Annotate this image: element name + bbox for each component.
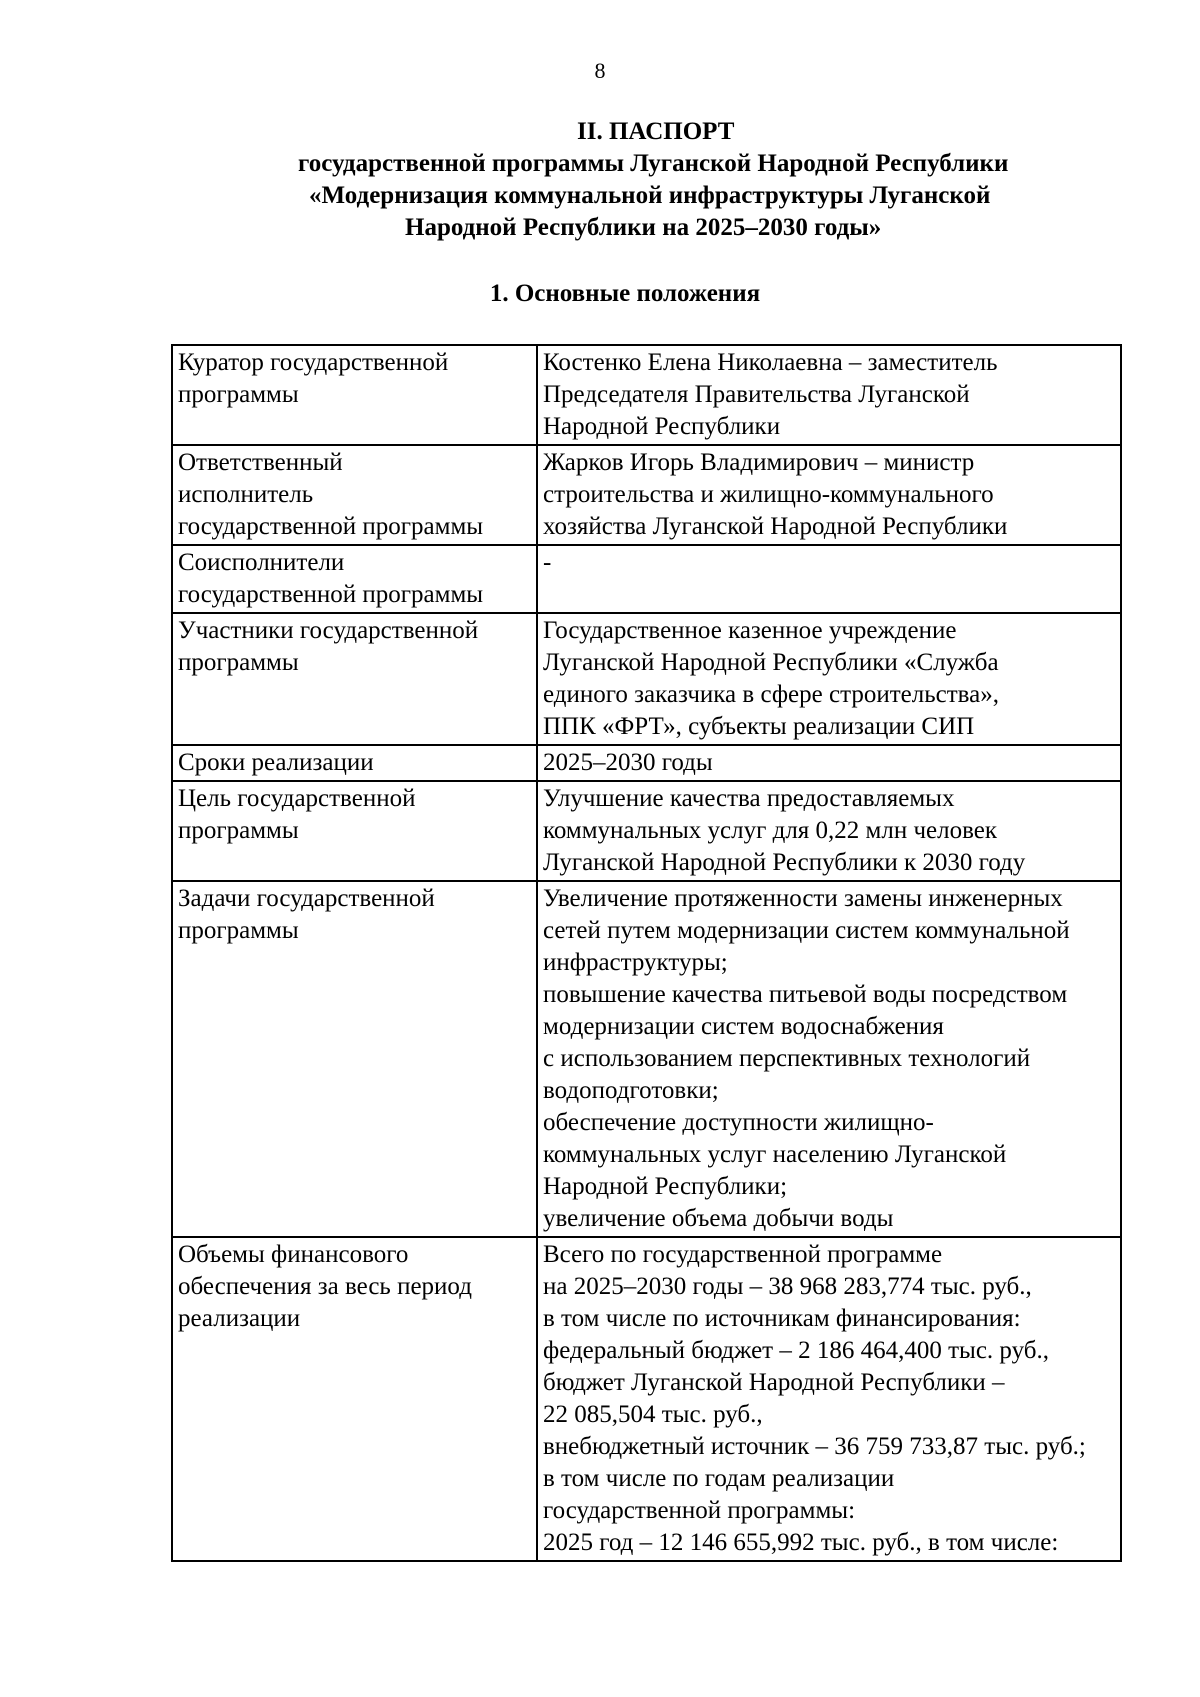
row-value-line: строительства и жилищно-коммунального	[543, 481, 994, 508]
row-label-cell	[172, 545, 537, 613]
row-value-line: 2025 год – 12 146 655,992 тыс. руб., в том числе:	[543, 1529, 1059, 1556]
row-value-cell	[537, 781, 1121, 881]
title-line-1: II. ПАСПОРТ	[577, 118, 735, 145]
row-value-line: единого заказчика в сфере строительства»,	[543, 681, 999, 708]
row-label-line: Участники государственной	[178, 617, 479, 644]
table-row	[172, 445, 1121, 545]
row-value-line: ППК «ФРТ», субъекты реализации СИП	[543, 713, 975, 740]
row-label-line: программы	[178, 917, 299, 944]
row-label-line: государственной программы	[178, 513, 484, 540]
row-value-line: Народной Республики;	[543, 1173, 788, 1200]
row-label-line: Куратор государственной	[178, 349, 449, 376]
row-label-cell	[172, 781, 537, 881]
row-value-line: Народной Республики	[543, 413, 781, 440]
row-value-line: Увеличение протяженности замены инженерных	[543, 885, 1063, 912]
row-value-line: обеспечение доступности жилищно-	[543, 1109, 934, 1136]
row-label-cell	[172, 1237, 537, 1561]
row-value-line: -	[543, 549, 552, 576]
row-value-line: с использованием перспективных технологий	[543, 1045, 1031, 1072]
row-value-line: Улучшение качества предоставляемых	[543, 785, 955, 812]
row-label-line: Цель государственной	[178, 785, 416, 812]
row-value-line: модернизации систем водоснабжения	[543, 1013, 944, 1040]
row-label-line: реализации	[178, 1305, 301, 1332]
row-label-line: программы	[178, 381, 299, 408]
row-label-cell	[172, 613, 537, 745]
row-value-line: внебюджетный источник – 36 759 733,87 тыс. руб.;	[543, 1433, 1086, 1460]
table-row	[172, 881, 1121, 1237]
row-value-line: Государственное казенное учреждение	[543, 617, 957, 644]
row-label-cell	[172, 345, 537, 445]
row-value-line: Жарков Игорь Владимирович – министр	[543, 449, 975, 476]
row-value-line: федеральный бюджет – 2 186 464,400 тыс. руб.,	[543, 1337, 1049, 1364]
row-label-line: обеспечения за весь период	[178, 1273, 472, 1300]
page-number: 8	[594, 58, 606, 83]
row-value-line: увеличение объема добычи воды	[543, 1205, 894, 1232]
row-value-cell	[537, 345, 1121, 445]
row-value-line: хозяйства Луганской Народной Республики	[543, 513, 1008, 540]
row-value-line: бюджет Луганской Народной Республики –	[543, 1369, 1005, 1396]
row-value-line: Костенко Елена Николаевна – заместитель	[543, 349, 998, 376]
table-row	[172, 613, 1121, 745]
row-label-line: Сроки реализации	[178, 749, 374, 776]
row-value-line: Председателя Правительства Луганской	[543, 381, 970, 408]
row-value-line: инфраструктуры;	[543, 949, 728, 976]
row-label-line: Задачи государственной	[178, 885, 435, 912]
table-row	[172, 1237, 1121, 1561]
row-label-line: государственной программы	[178, 581, 484, 608]
row-value-line: в том числе по источникам финансирования:	[543, 1305, 1021, 1332]
row-value-line: в том числе по годам реализации	[543, 1465, 895, 1492]
row-label-line: программы	[178, 817, 299, 844]
row-label-cell	[172, 881, 537, 1237]
row-value-cell	[537, 613, 1121, 745]
row-label-line: Ответственный	[178, 449, 343, 476]
table-row	[172, 345, 1121, 445]
row-label-cell	[172, 445, 537, 545]
row-value-line: Луганской Народной Республики к 2030 году	[543, 849, 1026, 876]
row-value-line: 2025–2030 годы	[543, 749, 713, 776]
row-value-line: коммунальных услуг населению Луганской	[543, 1141, 1007, 1168]
row-value-line: 22 085,504 тыс. руб.,	[543, 1401, 763, 1428]
row-value-line: на 2025–2030 годы – 38 968 283,774 тыс. руб.,	[543, 1273, 1032, 1300]
row-value-cell	[537, 1237, 1121, 1561]
row-value-line: водоподготовки;	[543, 1077, 719, 1104]
row-label-line: Объемы финансового	[178, 1241, 409, 1268]
row-value-line: коммунальных услуг для 0,22 млн человек	[543, 817, 998, 844]
row-value-cell	[537, 545, 1121, 613]
title-line-4: Народной Республики на 2025–2030 годы»	[405, 214, 882, 241]
row-value-cell	[537, 745, 1121, 781]
row-label-cell	[172, 745, 537, 781]
row-value-line: сетей путем модернизации систем коммунальной	[543, 917, 1070, 944]
row-value-line: повышение качества питьевой воды посредством	[543, 981, 1068, 1008]
table-row	[172, 545, 1121, 613]
row-value-cell	[537, 445, 1121, 545]
row-value-line: Луганской Народной Республики «Служба	[543, 649, 999, 676]
row-value-cell	[537, 881, 1121, 1237]
row-label-line: программы	[178, 649, 299, 676]
section-heading: 1. Основные положения	[489, 280, 761, 307]
title-line-2: государственной программы Луганской Народной Республики	[298, 150, 1009, 177]
row-label-line: Соисполнители	[178, 549, 345, 576]
passport-table	[171, 344, 1122, 1562]
row-label-line: исполнитель	[178, 481, 314, 508]
row-value-line: государственной программы:	[543, 1497, 856, 1524]
table-row	[172, 781, 1121, 881]
title-line-3: «Модернизация коммунальной инфраструктуры Луганской	[309, 182, 991, 209]
table-row	[172, 745, 1121, 781]
row-value-line: Всего по государственной программе	[543, 1241, 943, 1268]
